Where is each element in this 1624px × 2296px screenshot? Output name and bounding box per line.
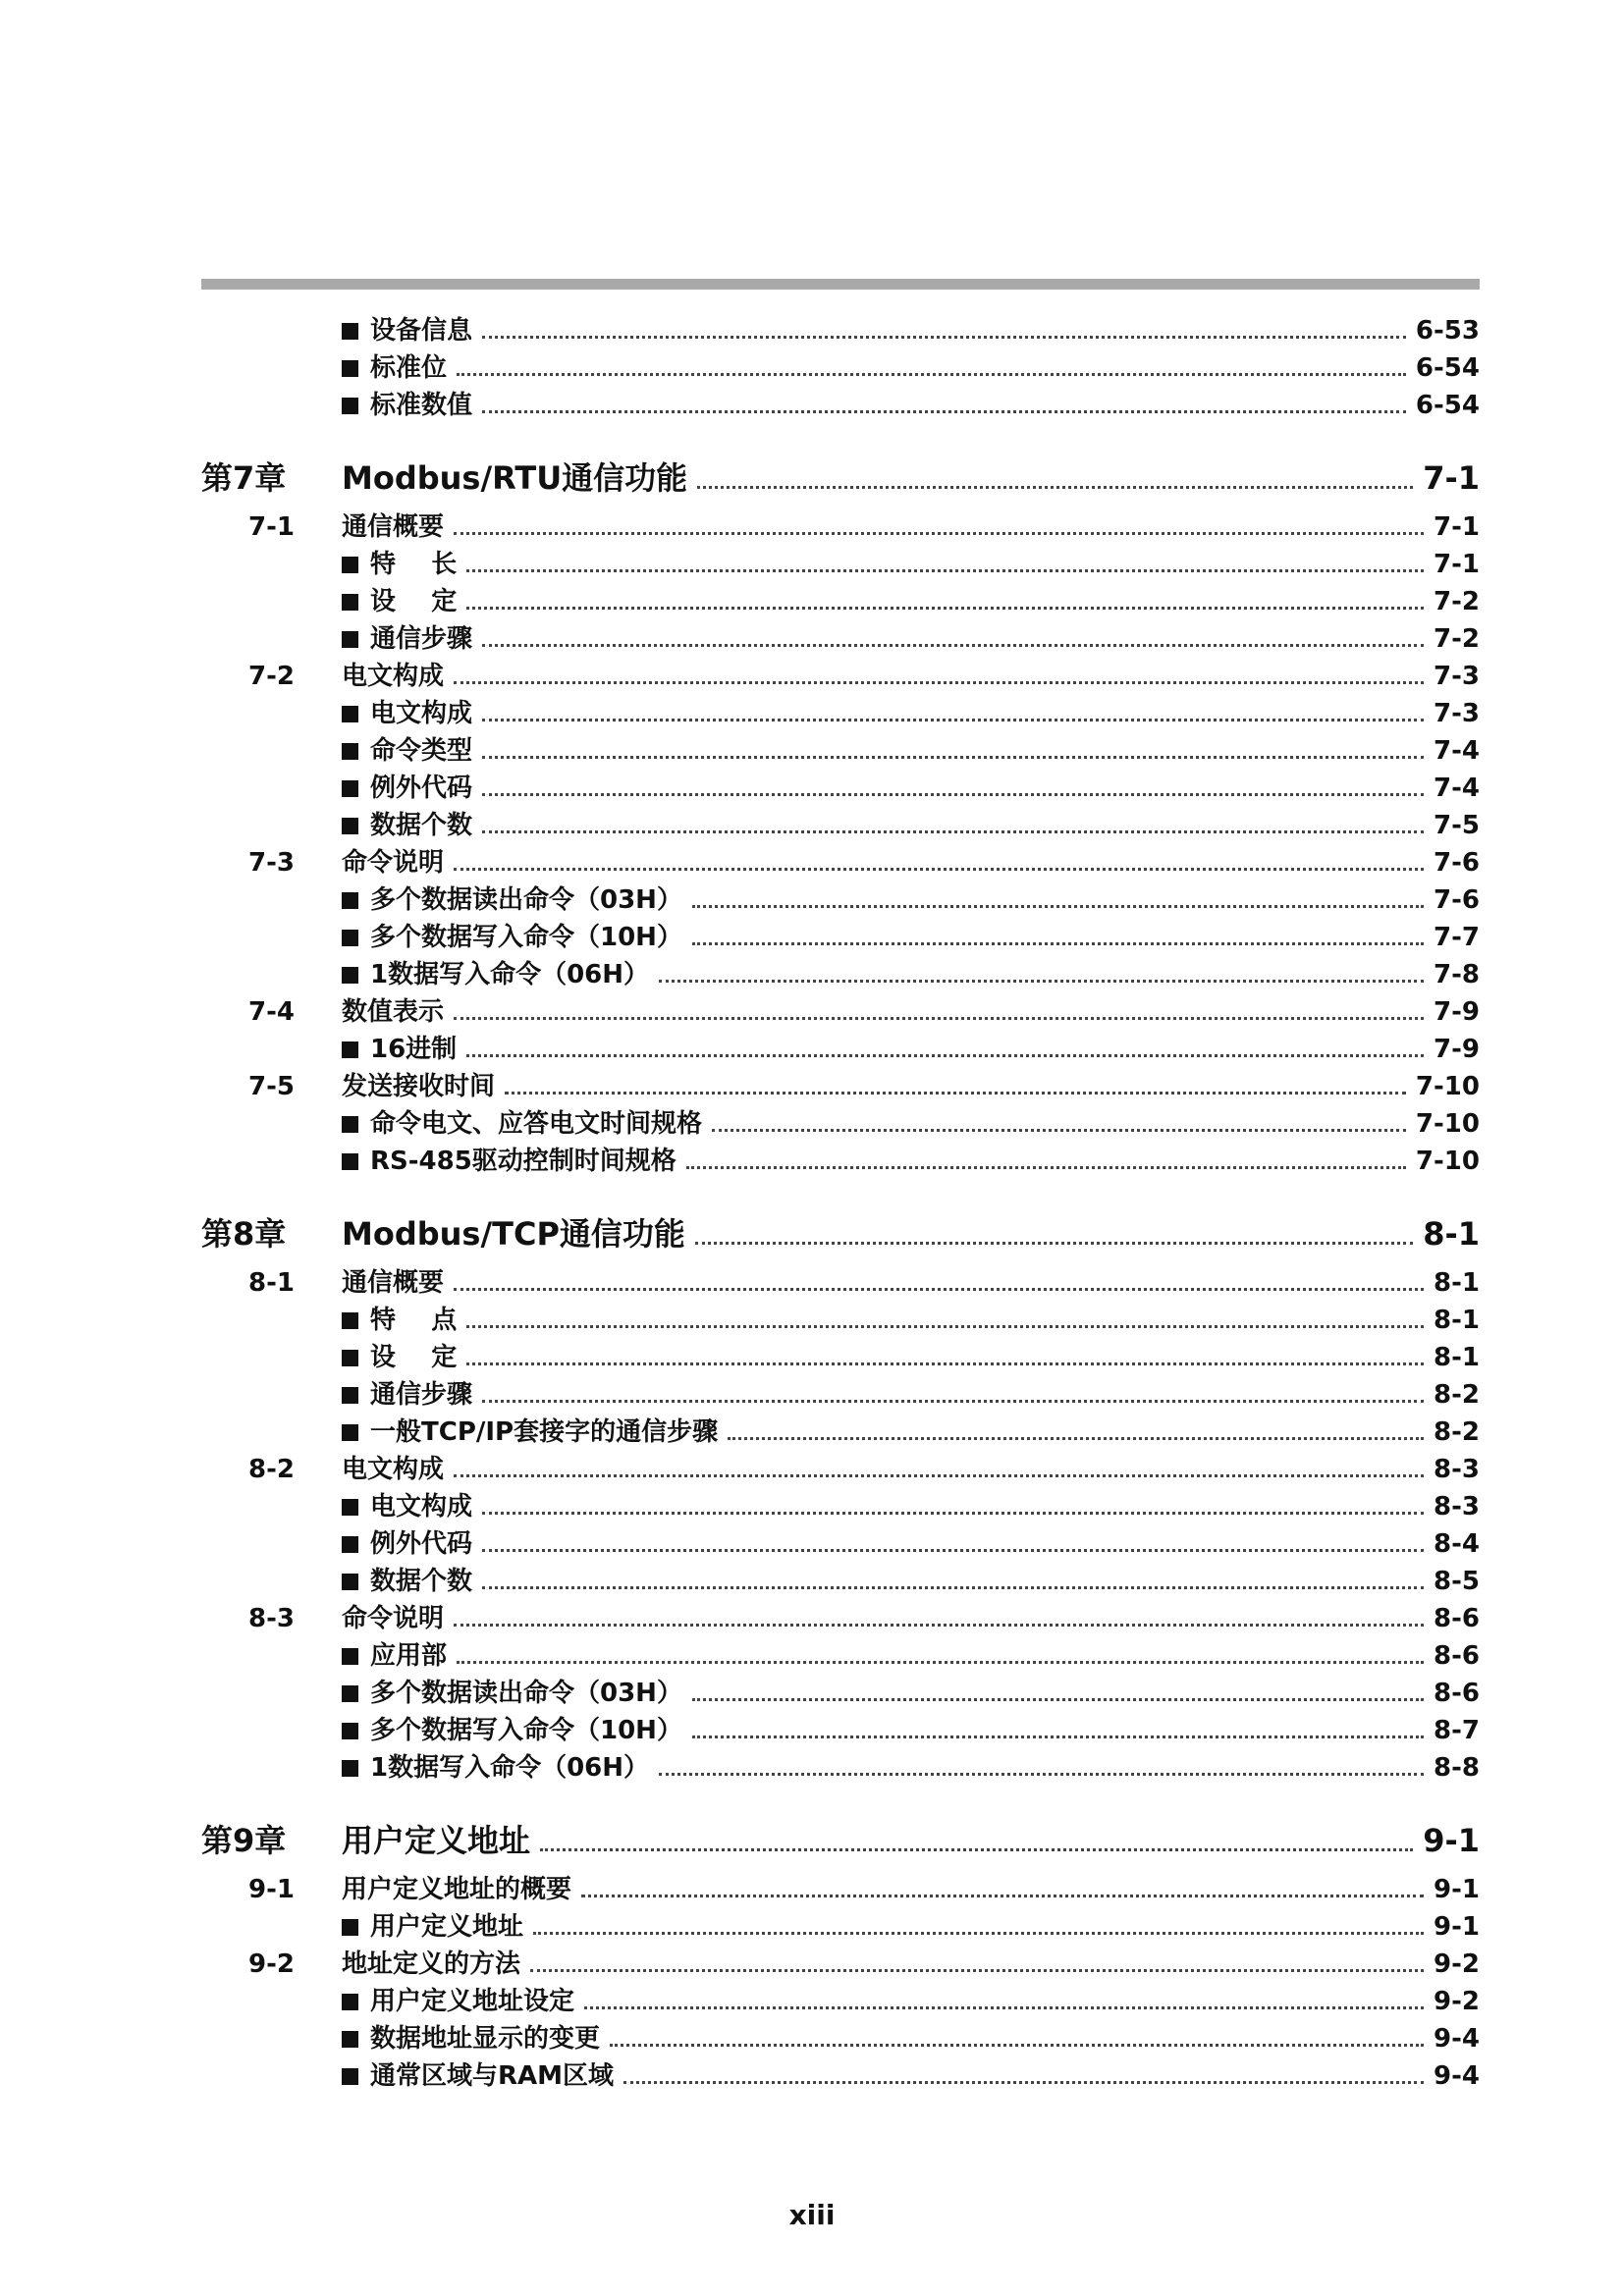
- toc-item-label: 设 定: [370, 1343, 458, 1372]
- toc-item-entry[interactable]: [201, 732, 1480, 770]
- toc-item-entry[interactable]: [201, 770, 1480, 807]
- dot-leader: [697, 486, 1413, 489]
- square-bullet-icon: [342, 631, 358, 648]
- page-reference: 7-6: [1434, 885, 1480, 915]
- toc-section-entry[interactable]: [201, 1068, 1480, 1105]
- dot-leader: [454, 1624, 1424, 1627]
- page-reference: 7-3: [1434, 699, 1480, 728]
- square-bullet-icon: [342, 1723, 358, 1739]
- toc-title: 地址定义的方法: [342, 1949, 521, 1979]
- square-bullet-icon: [342, 557, 358, 573]
- toc-title: [342, 1749, 649, 1787]
- dot-leader: [466, 1325, 1424, 1328]
- page-reference: 7-10: [1415, 1109, 1480, 1139]
- toc-item-label: 数据地址显示的变更: [370, 2024, 601, 2054]
- square-bullet-icon: [342, 818, 358, 834]
- toc-item-label: 命令电文、应答电文时间规格: [370, 1109, 703, 1139]
- page-reference: 7-10: [1415, 1072, 1480, 1101]
- page-reference: 6-53: [1415, 316, 1480, 346]
- page-reference: 7-5: [1434, 811, 1480, 840]
- toc-title: [342, 620, 472, 658]
- dot-leader: [466, 1362, 1424, 1365]
- page-reference: 7-10: [1415, 1147, 1480, 1176]
- page-reference: 7-4: [1434, 736, 1480, 766]
- dot-leader: [457, 1661, 1424, 1664]
- toc-title: [342, 1712, 682, 1749]
- square-bullet-icon: [342, 1387, 358, 1404]
- page-reference: 8-5: [1434, 1567, 1480, 1596]
- page-reference: 8-1: [1423, 1215, 1480, 1253]
- page-reference: 7-3: [1434, 662, 1480, 691]
- chapter-number: 第9章: [201, 1822, 287, 1859]
- toc-title: [342, 1376, 472, 1414]
- dot-leader: [482, 719, 1424, 721]
- toc-title: [342, 1983, 574, 2020]
- page-reference: 8-7: [1434, 1716, 1480, 1745]
- toc-item-entry[interactable]: [201, 1031, 1480, 1068]
- dot-leader: [454, 868, 1424, 871]
- toc-item-entry[interactable]: [201, 387, 1480, 424]
- toc-item-label: 电文构成: [370, 699, 473, 728]
- page-reference: 8-1: [1434, 1306, 1480, 1335]
- toc-item-entry[interactable]: [201, 1712, 1480, 1749]
- page-reference: 9-1: [1434, 1912, 1480, 1942]
- toc-item-entry[interactable]: [201, 1563, 1480, 1600]
- toc-item-entry[interactable]: [201, 1488, 1480, 1525]
- toc-title: [342, 583, 457, 620]
- toc-item-entry[interactable]: [201, 956, 1480, 993]
- page-reference: 7-1: [1434, 550, 1480, 579]
- toc-item-label: 设 定: [370, 587, 458, 616]
- toc-item-label: 特 长: [370, 550, 458, 579]
- dot-leader: [505, 1092, 1406, 1095]
- toc-title: [342, 807, 472, 844]
- dot-leader: [610, 2044, 1424, 2047]
- toc-item-entry[interactable]: [201, 1376, 1480, 1414]
- toc-title: [342, 770, 472, 807]
- toc-item-entry[interactable]: [201, 807, 1480, 844]
- toc-item-label: 用户定义地址设定: [370, 1987, 575, 2016]
- dot-leader: [695, 1242, 1413, 1245]
- square-bullet-icon: [342, 594, 358, 611]
- toc-item-label: 多个数据读出命令（03H）: [370, 1679, 682, 1708]
- dot-leader: [530, 1969, 1424, 1972]
- toc-item-label: RS-485驱动控制时间规格: [370, 1147, 677, 1176]
- toc-item-label: 一般TCP/IP套接字的通信步骤: [370, 1417, 719, 1447]
- dot-leader: [659, 980, 1424, 983]
- toc-section-entry[interactable]: [201, 993, 1480, 1031]
- toc-item-entry[interactable]: [201, 1414, 1480, 1451]
- dot-leader: [623, 2081, 1424, 2084]
- page-reference: 9-1: [1434, 1875, 1480, 1904]
- page-reference: 8-4: [1434, 1529, 1480, 1559]
- dot-leader: [454, 1017, 1424, 1020]
- dot-leader: [466, 607, 1424, 610]
- toc-item-label: 多个数据写入命令（10H）: [370, 1716, 682, 1745]
- square-bullet-icon: [342, 2031, 358, 2048]
- page-reference: 9-2: [1434, 1987, 1480, 2016]
- toc-item-label: 标准数值: [370, 391, 473, 420]
- dot-leader: [482, 830, 1424, 833]
- toc-item-entry[interactable]: [201, 1105, 1480, 1143]
- toc-item-entry[interactable]: [201, 2020, 1480, 2057]
- page-reference: 9-1: [1423, 1822, 1480, 1859]
- toc-item-label: 电文构成: [370, 1492, 473, 1522]
- dot-leader: [466, 1054, 1424, 1057]
- dot-leader: [692, 942, 1424, 945]
- toc-title: [342, 1031, 457, 1068]
- square-bullet-icon: [342, 398, 358, 414]
- dot-leader: [454, 1474, 1424, 1477]
- page-reference: 8-6: [1434, 1641, 1480, 1671]
- chapter-number: 第7章: [201, 459, 287, 497]
- square-bullet-icon: [342, 743, 358, 760]
- toc-title: [342, 919, 682, 956]
- toc-title: [342, 1563, 472, 1600]
- chapter-number: 第8章: [201, 1215, 287, 1253]
- toc-section-entry[interactable]: [201, 1600, 1480, 1637]
- toc-section-entry[interactable]: [201, 1451, 1480, 1488]
- toc-item-label: 例外代码: [370, 1529, 473, 1559]
- dot-leader: [584, 2006, 1424, 2009]
- square-bullet-icon: [342, 323, 358, 340]
- page-reference: 9-2: [1434, 1949, 1480, 1979]
- dot-leader: [686, 1166, 1406, 1169]
- toc-title: [342, 387, 472, 424]
- toc-chapter-entry[interactable]: [201, 452, 1480, 505]
- toc-title: Modbus/TCP通信功能: [342, 1215, 685, 1253]
- toc-item-label: 1数据写入命令（06H）: [370, 1753, 650, 1783]
- page-reference: 6-54: [1415, 391, 1480, 420]
- toc-item-label: 例外代码: [370, 774, 473, 803]
- dot-leader: [533, 1932, 1424, 1935]
- dot-leader: [728, 1437, 1424, 1440]
- toc-section-entry[interactable]: [201, 1946, 1480, 1983]
- toc-title: [342, 1414, 718, 1451]
- toc-item-entry[interactable]: [201, 312, 1480, 349]
- toc-item-label: 应用部: [370, 1641, 448, 1671]
- toc-title: Modbus/RTU通信功能: [342, 459, 688, 497]
- toc-item-entry[interactable]: [201, 1143, 1480, 1180]
- page-reference: 8-6: [1434, 1679, 1480, 1708]
- dot-leader: [454, 681, 1424, 684]
- toc-item-label: 数据个数: [370, 811, 473, 840]
- square-bullet-icon: [342, 892, 358, 909]
- toc-chapter-entry[interactable]: [201, 1814, 1480, 1867]
- toc-item-label: 标准位: [370, 353, 448, 383]
- page-reference: 7-1: [1423, 459, 1480, 497]
- dot-leader: [466, 569, 1424, 572]
- dot-leader: [482, 644, 1424, 647]
- toc-section-entry[interactable]: [201, 1871, 1480, 1908]
- square-bullet-icon: [342, 1312, 358, 1329]
- page-reference: 7-2: [1434, 587, 1480, 616]
- dot-leader: [581, 1895, 1424, 1897]
- table-of-contents: [201, 312, 1480, 2122]
- toc-item-label: 16进制: [370, 1035, 458, 1064]
- square-bullet-icon: [342, 706, 358, 722]
- toc-title: [342, 732, 472, 770]
- square-bullet-icon: [342, 1994, 358, 2010]
- square-bullet-icon: [342, 1499, 358, 1516]
- square-bullet-icon: [342, 1919, 358, 1936]
- toc-item-entry[interactable]: [201, 620, 1480, 658]
- section-number: 7-3: [248, 848, 295, 878]
- page-reference: 6-54: [1415, 353, 1480, 383]
- toc-item-label: 设备信息: [370, 316, 473, 346]
- toc-title: [342, 1637, 447, 1675]
- toc-item-entry[interactable]: [201, 546, 1480, 583]
- toc-title: [342, 312, 472, 349]
- square-bullet-icon: [342, 1536, 358, 1553]
- dot-leader: [454, 532, 1424, 535]
- dot-leader: [659, 1773, 1424, 1776]
- toc-item-entry[interactable]: [201, 1339, 1480, 1376]
- square-bullet-icon: [342, 1685, 358, 1702]
- toc-group: [201, 312, 1480, 424]
- dot-leader: [692, 905, 1424, 908]
- toc-title: 命令说明: [342, 848, 445, 878]
- page-reference: 8-1: [1434, 1268, 1480, 1298]
- dot-leader: [454, 1288, 1424, 1291]
- square-bullet-icon: [342, 360, 358, 377]
- toc-title: 数值表示: [342, 997, 445, 1027]
- header-rule: [201, 279, 1480, 290]
- toc-title: 用户定义地址的概要: [342, 1875, 572, 1904]
- dot-leader: [692, 1698, 1424, 1701]
- toc-section-entry[interactable]: [201, 508, 1480, 546]
- toc-title: [342, 956, 649, 993]
- toc-item-label: 用户定义地址: [370, 1912, 524, 1942]
- toc-title: [342, 546, 457, 583]
- page-reference: 8-3: [1434, 1455, 1480, 1484]
- toc-item-entry[interactable]: [201, 881, 1480, 919]
- toc-item-entry[interactable]: [201, 1637, 1480, 1675]
- toc-item-label: 通常区域与RAM区域: [370, 2061, 615, 2091]
- toc-group: [201, 452, 1480, 1180]
- section-number: 8-3: [248, 1604, 295, 1633]
- page-reference: 9-4: [1434, 2024, 1480, 2054]
- toc-title: [342, 2020, 600, 2057]
- page-reference: 7-2: [1434, 624, 1480, 654]
- toc-group: [201, 1207, 1480, 1787]
- toc-item-entry[interactable]: [201, 695, 1480, 732]
- dot-leader: [540, 1848, 1413, 1851]
- toc-item-entry[interactable]: [201, 1675, 1480, 1712]
- toc-item-label: 多个数据写入命令（10H）: [370, 923, 682, 952]
- page-reference: 7-1: [1434, 512, 1480, 542]
- toc-item-entry[interactable]: [201, 1302, 1480, 1339]
- page-reference: 7-9: [1434, 1035, 1480, 1064]
- section-number: 9-2: [248, 1949, 295, 1979]
- square-bullet-icon: [342, 1424, 358, 1441]
- dot-leader: [482, 410, 1406, 413]
- toc-item-entry[interactable]: [201, 1983, 1480, 2020]
- dot-leader: [482, 1512, 1424, 1515]
- page-number: xiii: [788, 2199, 836, 2231]
- square-bullet-icon: [342, 1760, 358, 1777]
- toc-title: 通信概要: [342, 1268, 445, 1298]
- square-bullet-icon: [342, 2068, 358, 2085]
- page-reference: 7-7: [1434, 923, 1480, 952]
- toc-title: [342, 1339, 457, 1376]
- dot-leader: [482, 1586, 1424, 1589]
- toc-item-entry[interactable]: [201, 583, 1480, 620]
- square-bullet-icon: [342, 1153, 358, 1170]
- toc-title: [342, 349, 447, 387]
- toc-title: [342, 1675, 682, 1712]
- square-bullet-icon: [342, 930, 358, 946]
- toc-title: 电文构成: [342, 662, 445, 691]
- section-number: 7-1: [248, 512, 295, 542]
- section-number: 7-4: [248, 997, 295, 1027]
- toc-item-entry[interactable]: [201, 1908, 1480, 1946]
- square-bullet-icon: [342, 967, 358, 984]
- toc-item-label: 1数据写入命令（06H）: [370, 960, 650, 989]
- toc-item-entry[interactable]: [201, 2057, 1480, 2095]
- page-reference: 7-8: [1434, 960, 1480, 989]
- section-number: 7-2: [248, 662, 295, 691]
- toc-title: [342, 695, 472, 732]
- page-reference: 9-4: [1434, 2061, 1480, 2091]
- square-bullet-icon: [342, 1574, 358, 1590]
- toc-item-entry[interactable]: [201, 1749, 1480, 1787]
- dot-leader: [692, 1735, 1424, 1738]
- page-reference: 7-6: [1434, 848, 1480, 878]
- section-number: 9-1: [248, 1875, 295, 1904]
- toc-title: 电文构成: [342, 1455, 445, 1484]
- toc-item-entry[interactable]: [201, 349, 1480, 387]
- toc-item-label: 多个数据读出命令（03H）: [370, 885, 682, 915]
- dot-leader: [482, 756, 1424, 759]
- dot-leader: [482, 1400, 1424, 1403]
- toc-title: [342, 1105, 702, 1143]
- toc-chapter-entry[interactable]: [201, 1207, 1480, 1260]
- toc-item-label: 数据个数: [370, 1567, 473, 1596]
- toc-group: [201, 1814, 1480, 2095]
- toc-title: [342, 1302, 457, 1339]
- toc-title: [342, 1488, 472, 1525]
- toc-section-entry[interactable]: [201, 1264, 1480, 1302]
- toc-title: [342, 2057, 614, 2095]
- toc-item-entry[interactable]: [201, 1525, 1480, 1563]
- page-reference: 8-6: [1434, 1604, 1480, 1633]
- square-bullet-icon: [342, 1648, 358, 1665]
- toc-section-entry[interactable]: [201, 658, 1480, 695]
- dot-leader: [482, 1549, 1424, 1552]
- toc-item-label: 通信步骤: [370, 1380, 473, 1410]
- dot-leader: [482, 793, 1424, 796]
- page-reference: 8-8: [1434, 1753, 1480, 1783]
- square-bullet-icon: [342, 780, 358, 797]
- page-reference: 8-2: [1434, 1417, 1480, 1447]
- toc-section-entry[interactable]: [201, 844, 1480, 881]
- toc-item-entry[interactable]: [201, 919, 1480, 956]
- toc-item-label: 命令类型: [370, 736, 473, 766]
- toc-title: [342, 881, 682, 919]
- section-number: 7-5: [248, 1072, 295, 1101]
- dot-leader: [712, 1129, 1406, 1132]
- toc-title: 用户定义地址: [342, 1822, 531, 1859]
- toc-title: 发送接收时间: [342, 1072, 496, 1101]
- toc-title: 通信概要: [342, 512, 445, 542]
- toc-title: [342, 1143, 677, 1180]
- page-reference: 8-2: [1434, 1380, 1480, 1410]
- square-bullet-icon: [342, 1041, 358, 1058]
- toc-title: [342, 1908, 523, 1946]
- square-bullet-icon: [342, 1350, 358, 1366]
- page-reference: 7-9: [1434, 997, 1480, 1027]
- toc-title: 命令说明: [342, 1604, 445, 1633]
- page-reference: 8-1: [1434, 1343, 1480, 1372]
- dot-leader: [482, 336, 1406, 339]
- toc-title: [342, 1525, 472, 1563]
- square-bullet-icon: [342, 1116, 358, 1133]
- section-number: 8-1: [248, 1268, 295, 1298]
- toc-item-label: 通信步骤: [370, 624, 473, 654]
- page-reference: 8-3: [1434, 1492, 1480, 1522]
- section-number: 8-2: [248, 1455, 295, 1484]
- dot-leader: [457, 373, 1406, 376]
- page-reference: 7-4: [1434, 774, 1480, 803]
- toc-item-label: 特 点: [370, 1306, 458, 1335]
